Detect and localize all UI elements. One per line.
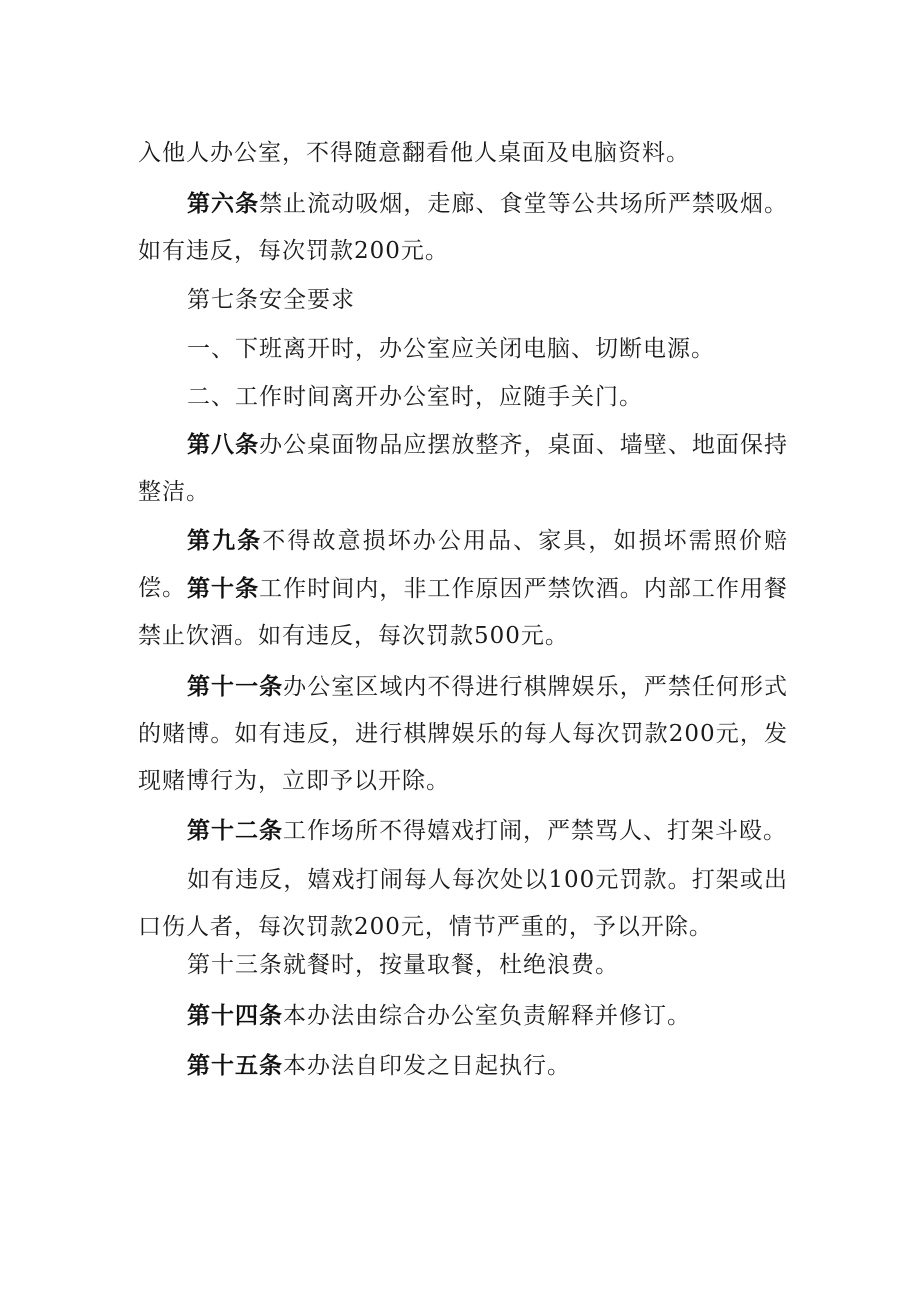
- article-13: 第十三条就餐时，按量取餐，杜绝浪费。: [187, 952, 619, 978]
- article-7-heading: 第七条安全要求: [187, 287, 355, 313]
- article-number: 第十二条: [187, 818, 283, 844]
- article-15: [138, 1043, 788, 1090]
- article-text: 工作场所不得嬉戏打闹，严禁骂人、打架斗殴。: [283, 818, 787, 844]
- article-12-penalty: [138, 857, 788, 951]
- article-number: 第十五条: [187, 1053, 283, 1079]
- article-text: 不得故意损坏办公用品、家具，如损坏需照价赔偿。: [138, 528, 789, 601]
- article-number: 第八条: [187, 432, 260, 458]
- article-text: 办公桌面物品应摆放整齐，桌面、墙壁、地面保持整洁。: [138, 432, 788, 505]
- article-14: [138, 993, 788, 1040]
- paragraph-text: 如有违反，嬉戏打闹每人每次处以100元罚款。打架或出口伤人者，每次罚款200元，情节严重的，予以开除。: [138, 867, 788, 940]
- paragraph-continued: [138, 130, 788, 177]
- article-number: 第十四条: [187, 1003, 283, 1029]
- paragraph-text: 入他人办公室，不得随意翻看他人桌面及电脑资料。: [138, 140, 690, 166]
- article-7-item-1: 一、下班离开时，办公室应关闭电脑、切断电源。: [187, 336, 715, 362]
- article-10: [138, 566, 788, 660]
- article-6: [138, 181, 788, 275]
- article-12: [138, 808, 788, 855]
- article-text: 禁止流动吸烟，走廊、食堂等公共场所严禁吸烟。如有违反，每次罚款200元。: [138, 191, 788, 264]
- article-text: 办公室区域内不得进行棋牌娱乐，严禁任何形式的赌博。如有违反，进行棋牌娱乐的每人每次罚款200元，发现赌博行为，立即予以开除。: [138, 674, 789, 794]
- article-11: [138, 664, 788, 805]
- article-7-item-2: 二、工作时间离开办公室时，应随手关门。: [187, 384, 643, 410]
- article-number: 第九条: [187, 528, 263, 554]
- article-8: [138, 422, 788, 516]
- article-text: 本办法由综合办公室负责解释并修订。: [283, 1003, 691, 1029]
- article-text: 本办法自印发之日起执行。: [283, 1053, 571, 1079]
- article-number: 第十一条: [187, 674, 284, 700]
- article-number: 第十条: [187, 576, 260, 602]
- article-number: 第六条: [187, 191, 260, 217]
- article-text: 工作时间内，非工作原因严禁饮酒。内部工作用餐禁止饮酒。如有违反，每次罚款500元。: [138, 576, 788, 649]
